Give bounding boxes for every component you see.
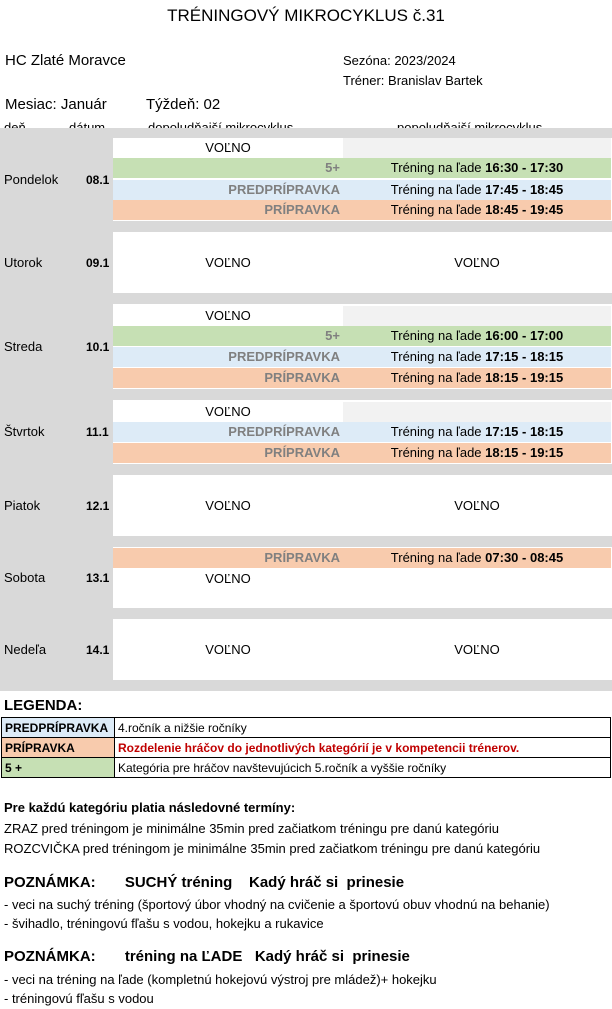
schedule-row xyxy=(113,443,611,463)
day-date: 12.1 xyxy=(86,498,110,513)
terms-title: Pre každú kategóriu platia následovné termíny: xyxy=(4,800,296,815)
afternoon-session xyxy=(343,347,611,367)
schedule-row xyxy=(113,368,611,388)
schedule-row xyxy=(113,402,611,422)
morning-category: 5+ xyxy=(113,326,343,346)
session-label: Tréning na ľade xyxy=(390,182,486,197)
legend-key: 5 + xyxy=(2,758,115,778)
ice-training-title: POZNÁMKA: tréning na ĽADE Kadý hráč si prinesie xyxy=(4,948,410,965)
session-label: Tréning na ľade xyxy=(390,160,486,175)
schedule-row xyxy=(113,158,611,178)
page-title: TRÉNINGOVÝ MIKROCYKLUS č.31 xyxy=(167,6,445,25)
day-date: 11.1 xyxy=(86,425,109,439)
schedule-row xyxy=(113,180,611,200)
afternoon-session xyxy=(343,569,611,589)
week-label: Týždeň: 02 xyxy=(146,96,221,113)
row-separator xyxy=(0,536,612,547)
afternoon-session xyxy=(343,402,611,422)
legend-row xyxy=(2,718,611,738)
day-name: Streda xyxy=(4,338,43,354)
legend-title: LEGENDA: xyxy=(4,697,83,714)
session-label: Tréning na ľade xyxy=(390,370,486,385)
schedule-row xyxy=(113,347,611,367)
day-cell xyxy=(0,619,113,680)
morning-category: PRÍPRAVKA xyxy=(113,443,343,463)
day-date: 13.1 xyxy=(86,570,110,585)
club-name: HC Zlaté Moravce xyxy=(5,52,126,69)
session-time: 17:15 - 18:15 xyxy=(485,349,564,364)
day-cell xyxy=(0,400,113,464)
schedule-row xyxy=(113,253,611,273)
schedule-row xyxy=(113,640,611,660)
ice-training-item: - tréningovú fľašu s vodou xyxy=(4,991,154,1006)
schedule-row xyxy=(113,138,611,158)
day-date: 10.1 xyxy=(86,339,110,354)
session-label: Tréning na ľade xyxy=(390,424,486,439)
schedule-row xyxy=(113,326,611,346)
dry-training-item: - veci na suchý tréning (športový úbor vhodný na cvičenie a športovú obuv vhodnú na behanie) xyxy=(4,897,550,912)
session-label: Tréning na ľade xyxy=(390,328,486,343)
day-name: Štvrtok xyxy=(4,424,45,439)
session-label: Tréning na ľade xyxy=(390,349,486,364)
schedule-row xyxy=(113,422,611,442)
afternoon-session xyxy=(343,306,611,326)
row-separator xyxy=(0,128,612,138)
schedule-row xyxy=(113,200,611,220)
row-separator xyxy=(0,464,612,475)
ice-training-item: - veci na tréning na ľade (kompletnú hokejovú výstroj pre mládež)+ hokejku xyxy=(4,972,437,987)
morning-category: PRÍPRAVKA xyxy=(113,200,343,220)
morning-category: PRÍPRAVKA xyxy=(113,368,343,388)
session-time: 16:30 - 17:30 xyxy=(485,160,564,175)
morning-free: VOĽNO xyxy=(205,571,251,586)
afternoon-session xyxy=(343,253,611,273)
terms-item: ROZCVIČKA pred tréningom je minimálne 35min pred začiatkom tréningu pre danú kategóriu xyxy=(4,841,541,856)
schedule-row xyxy=(113,306,611,326)
row-separator xyxy=(0,389,612,400)
legend-text: Rozdelenie hráčov do jednotlivých kategórií je v kompetencii trénerov. xyxy=(115,738,611,758)
day-cell xyxy=(0,232,113,293)
morning-free: VOĽNO xyxy=(205,641,251,657)
day-date: 14.1 xyxy=(86,642,110,657)
day-name: Utorok xyxy=(4,254,43,270)
morning-category: 5+ xyxy=(113,158,343,178)
afternoon-session xyxy=(343,368,611,388)
morning-category: PREDPRÍPRAVKA xyxy=(113,347,343,367)
session-label: Tréning na ľade xyxy=(390,550,486,565)
morning-category: PREDPRÍPRAVKA xyxy=(113,180,343,200)
session-label: Tréning na ľade xyxy=(390,445,486,460)
dry-training-item: - švihadlo, tréningovú fľašu s vodou, hokejku a rukavice xyxy=(4,916,324,931)
dry-training-title: POZNÁMKA: SUCHÝ tréning Kadý hráč si prinesie xyxy=(4,874,405,891)
legend-text: 4.ročník a nižšie ročníky xyxy=(115,718,611,738)
morning-free: VOĽNO xyxy=(205,404,251,419)
morning-category: PREDPRÍPRAVKA xyxy=(113,422,343,442)
session-label: VOĽNO xyxy=(454,497,500,513)
session-time: 18:45 - 19:45 xyxy=(485,202,564,217)
morning-free: VOĽNO xyxy=(205,497,251,513)
row-separator xyxy=(0,293,612,304)
morning-category: PRÍPRAVKA xyxy=(113,548,343,568)
day-name: Sobota xyxy=(4,569,46,585)
session-time: 18:15 - 19:15 xyxy=(485,370,564,385)
day-name: Pondelok xyxy=(4,171,59,187)
row-separator xyxy=(0,680,612,691)
session-time: 07:30 - 08:45 xyxy=(485,550,564,565)
day-cell xyxy=(0,475,113,536)
legend-row xyxy=(2,738,611,758)
day-date: 09.1 xyxy=(86,255,110,270)
schedule-row xyxy=(113,548,611,568)
legend-key: PRÍPRAVKA xyxy=(2,738,115,758)
afternoon-session xyxy=(343,180,611,200)
morning-free: VOĽNO xyxy=(205,140,251,155)
day-cell xyxy=(0,138,113,221)
schedule-row xyxy=(113,569,611,589)
afternoon-session xyxy=(343,138,611,158)
day-cell xyxy=(0,547,113,608)
afternoon-session xyxy=(343,200,611,220)
afternoon-session xyxy=(343,640,611,660)
session-label: VOĽNO xyxy=(454,641,500,657)
afternoon-session xyxy=(343,158,611,178)
afternoon-session xyxy=(343,422,611,442)
day-cell xyxy=(0,304,113,389)
session-time: 17:15 - 18:15 xyxy=(485,424,564,439)
session-label: Tréning na ľade xyxy=(390,202,486,217)
month-label: Mesiac: Január xyxy=(5,96,107,113)
legend-text: Kategória pre hráčov navštevujúcich 5.ročník a vyššie ročníky xyxy=(115,758,611,778)
day-date: 08.1 xyxy=(86,172,110,187)
afternoon-session xyxy=(343,548,611,568)
afternoon-session xyxy=(343,326,611,346)
row-separator xyxy=(0,221,612,232)
season-label: Sezóna: 2023/2024 xyxy=(343,53,456,68)
day-name: Nedeľa xyxy=(4,641,47,657)
morning-free: VOĽNO xyxy=(205,254,251,270)
terms-item: ZRAZ pred tréningom je minimálne 35min pred začiatkom tréningu pre danú kategóriu xyxy=(4,821,499,836)
morning-free: VOĽNO xyxy=(205,308,251,323)
session-time: 16:00 - 17:00 xyxy=(485,328,564,343)
legend-key: PREDPRÍPRAVKA xyxy=(2,718,115,738)
session-time: 18:15 - 19:15 xyxy=(485,445,564,460)
coach-label: Tréner: Branislav Bartek xyxy=(343,73,483,88)
session-time: 17:45 - 18:45 xyxy=(485,182,564,197)
afternoon-session xyxy=(343,443,611,463)
row-separator xyxy=(0,608,612,619)
schedule-row xyxy=(113,496,611,516)
legend-table xyxy=(1,717,611,778)
afternoon-session xyxy=(343,496,611,516)
session-label: VOĽNO xyxy=(454,254,500,270)
legend-row xyxy=(2,758,611,778)
day-name: Piatok xyxy=(4,497,41,513)
